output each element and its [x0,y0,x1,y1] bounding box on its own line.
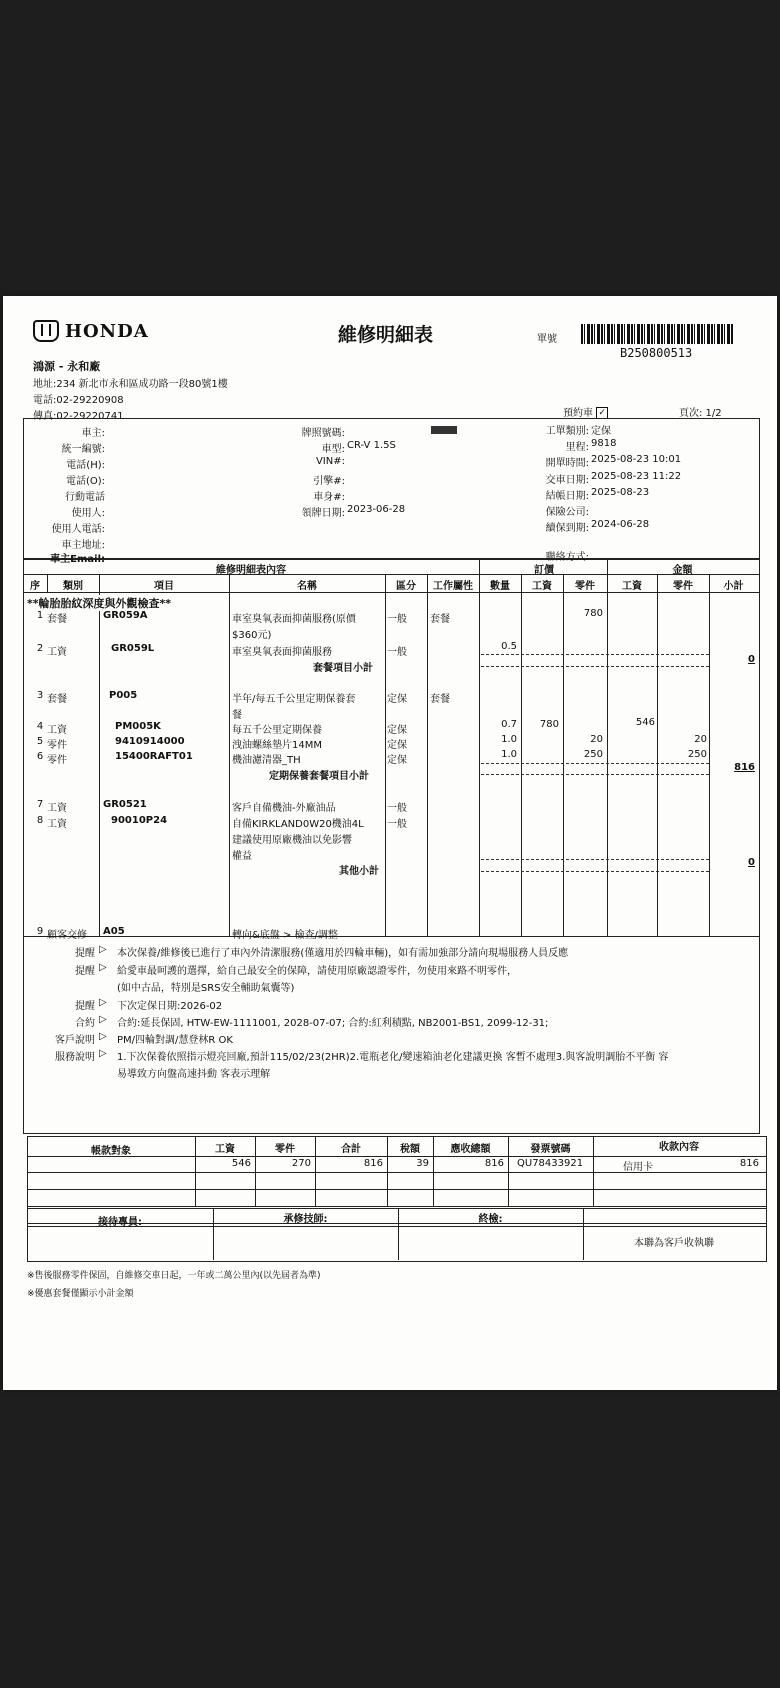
owner-label: 車主: [81,428,105,439]
dealer-phone: 電話:02-29220908 [33,395,124,406]
close-date-value: 2025-08-23 [591,487,650,498]
price-group-header: 訂價 [534,565,554,576]
triangle-pointer-icon: ▷ [99,962,107,973]
col-header-amount-parts: 零件 [673,581,693,592]
redaction-mark [431,426,457,434]
dealer-fax: 傳真:02-29220741 [33,411,124,422]
row-no: 6 [36,751,44,762]
row-name: 洩油螺絲墊片14MM [232,740,322,751]
row-no: 2 [36,643,44,654]
page-number: 頁次: 1/2 [679,408,722,419]
dealer-name: 鴻源 - 永和廠 [33,360,101,373]
row-type: 工資 [47,803,67,814]
owner-email-label: 車主Email: [50,554,105,565]
col-header-amount-labor: 工資 [622,581,642,592]
appointment-label: 預約車 [563,408,593,419]
row-no: 7 [36,799,44,810]
row-class: 一般 [387,819,407,830]
row-code: P005 [109,690,138,701]
row-class: 定保 [387,755,407,766]
group-title: **輪胎胎紋深度與外觀檢查** [27,597,172,610]
row-no: 9 [36,926,44,937]
open-time-label: 開單時間: [545,458,589,469]
note-label: 服務說明 [55,1052,95,1063]
license-date-label: 領牌日期: [301,508,345,519]
technician-label: 承修技師: [283,1214,328,1225]
note-text-line2: (如中古品，特別是SRS安全輔助氣囊等) [117,983,295,994]
mobile-label: 行動電話 [65,492,105,503]
doc-no: B250800513 [620,346,693,360]
note-label: 提醒 [75,966,95,977]
model-label: 車型: [321,444,345,455]
delivery-label: 交車日期: [545,475,589,486]
row-no: 8 [36,815,44,826]
engine-label: 引擎#: [313,476,345,487]
row-no: 5 [36,736,44,747]
row-name: 半年/每五千公里定期保養套 [232,694,356,705]
table-section-title: 維修明細表內容 [216,565,286,576]
close-date-label: 結帳日期: [545,491,589,502]
license-date-value: 2023-06-28 [347,504,406,515]
note-text: 合約:延長保固, HTW-EW-1111001, 2028-07-07; 合約:紅利積點, NB2001-BS1, 2099-12-31; [117,1018,549,1029]
summary-invoice: QU78433921 [517,1158,584,1169]
phone-h-label: 電話(H): [66,460,105,471]
note-text: 1.下次保養依照指示燈亮回廠,預計115/02/23(2HR)2.電瓶老化/變速箱油老化建議更換 客暫不處理3.與客說明調胎不平衡 容 [117,1052,669,1063]
inspector-label: 終檢: [478,1214,503,1225]
row-qty: 0.7 [501,719,517,730]
row-name: 機油濾清器_TH [232,755,301,766]
summary-tax: 39 [416,1158,429,1169]
summary-total: 816 [363,1158,383,1169]
col-header-no: 序 [30,581,40,592]
tax-id-label: 統一編號: [61,444,105,455]
row-type: 零件 [47,740,67,751]
row-code: PM005K [115,721,161,732]
summary-header-receivable: 應收總額 [450,1144,491,1155]
body-label: 車身#: [313,492,345,503]
row-name-line2: 建議使用原廠機油以免影響 [232,835,352,846]
footnote: ※優惠套餐僅顯示小計金額 [27,1289,134,1299]
barcode [581,324,733,344]
col-header-price-parts: 零件 [575,581,595,592]
row-attr: 套餐 [430,694,450,705]
mileage-value: 9818 [591,438,617,449]
triangle-pointer-icon: ▷ [99,944,107,955]
col-header-class: 區分 [396,581,416,592]
row-name-line2: 餐 [232,710,242,721]
row-type: 顧客交修 [47,930,87,941]
insurance-expiry-label: 續保到期: [545,523,589,534]
subtotal-label: 套餐項目小計 [313,663,373,674]
subtotal-value: 0 [748,857,755,868]
order-type-label: 工單類別: [545,426,589,437]
summary-labor: 546 [231,1158,251,1169]
insurer-label: 保險公司: [545,507,589,518]
row-name-line2: $360元) [232,630,272,641]
note-text: 下次定保日期:2026-02 [117,1001,223,1012]
row-code: GR0521 [103,799,147,810]
row-no: 3 [36,690,44,701]
row-name: 每五千公里定期保養 [232,725,322,736]
row-type: 工資 [47,725,67,736]
row-class: 一般 [387,803,407,814]
row-type: 套餐 [47,694,67,705]
row-price-parts: 20 [590,734,603,745]
summary-header-payment: 收款內容 [659,1142,699,1153]
row-class: 一般 [387,614,407,625]
repair-invoice-document [3,296,777,1390]
vin-label: VIN#: [315,456,345,467]
triangle-pointer-icon: ▷ [99,1031,107,1042]
row-code: 90010P24 [111,815,168,826]
row-type: 零件 [47,755,67,766]
summary-receivable: 816 [484,1158,504,1169]
row-name: 車室臭氧表面抑菌服務 [232,647,332,658]
subtotal-value: 816 [734,762,755,773]
row-class: 定保 [387,740,407,751]
row-type: 工資 [47,647,67,658]
appointment-field [563,404,608,419]
summary-header-tax: 稅額 [400,1144,420,1155]
row-code: GR059L [111,643,155,654]
triangle-pointer-icon: ▷ [99,1048,107,1059]
summary-parts: 270 [291,1158,311,1169]
col-header-item: 項目 [154,581,174,592]
brand-name: HONDA [65,320,149,342]
summary-header-labor: 工資 [215,1144,235,1155]
col-header-price-labor: 工資 [532,581,552,592]
row-class: 一般 [387,647,407,658]
note-label: 合約 [75,1018,95,1029]
row-type: 工資 [47,819,67,830]
note-label: 提醒 [75,1001,95,1012]
row-no: 4 [36,721,44,732]
row-amount-parts: 20 [694,734,707,745]
col-header-name: 名稱 [297,581,317,592]
user-label: 使用人: [71,508,105,519]
insurance-expiry-value: 2024-06-28 [591,519,650,530]
summary-payment-amount: 816 [739,1158,759,1169]
note-text: 本次保養/維修後已進行了車內外清潔服務(僅適用於四輪車輛)，如有需加強部分請向現場服務人員反應 [117,948,569,959]
summary-header-invoice: 發票號碼 [530,1144,571,1155]
contact-label: 聯絡方式: [545,552,589,563]
note-text: PM/四輪對調/慧登林R OK [117,1035,233,1046]
row-amount-parts: 250 [687,749,707,760]
row-name: 客戶自備機油-外廠油品 [232,803,336,814]
subtotal-value: 0 [748,654,755,665]
col-header-attr: 工作屬性 [433,581,473,592]
note-text-line2: 易導致方向盤高速抖動 客表示理解 [117,1069,271,1080]
row-class: 定保 [387,725,407,736]
note-label: 客戶說明 [55,1035,95,1046]
row-code: 15400RAFT01 [115,751,193,762]
triangle-pointer-icon: ▷ [99,997,107,1008]
row-no: 1 [36,610,44,621]
model-value: CR-V 1.5S [347,440,396,451]
row-attr: 套餐 [430,614,450,625]
summary-payment-method: 信用卡 [623,1162,653,1173]
phone-o-label: 電話(O): [65,476,105,487]
mileage-label: 里程: [565,442,589,453]
honda-logo [33,320,149,342]
owner-address-label: 車主地址: [61,540,105,551]
row-class: 定保 [387,694,407,705]
dealer-address: 地址:234 新北市永和區成功路一段80號1樓 [33,379,228,390]
document-title: 維修明細表 [338,324,434,346]
appointment-checkbox: ✓ [596,407,608,419]
triangle-pointer-icon: ▷ [99,1014,107,1025]
open-time-value: 2025-08-23 10:01 [591,454,682,465]
receipt-note: 本聯為客戶收執聯 [634,1238,714,1249]
row-price-parts: 250 [583,749,603,760]
order-type-value: 定保 [591,426,611,437]
note-label: 提醒 [75,948,95,959]
row-qty: 1.0 [501,749,517,760]
summary-header-account: 帳款對象 [91,1146,131,1157]
row-code: 9410914000 [115,736,185,747]
row-name: 自備KIRKLAND0W20機油4L [232,819,364,830]
summary-header-total: 合計 [341,1144,361,1155]
user-phone-label: 使用人電話: [51,524,105,535]
plate-label: 牌照號碼: [301,428,345,439]
col-header-subtotal: 小計 [723,581,744,592]
delivery-value: 2025-08-23 11:22 [591,471,682,482]
receptionist-label: 接待專員: [98,1217,142,1228]
summary-header-parts: 零件 [275,1144,295,1155]
footnote: ※售後服務零件保固，自維修交車日起，一年或二萬公里內(以先屆者為準) [27,1271,321,1281]
col-header-qty: 數量 [490,581,510,592]
subtotal-label: 其他小計 [339,866,379,877]
col-header-type: 類別 [63,581,83,592]
row-qty: 0.5 [501,641,517,652]
row-code: A05 [103,926,125,937]
row-qty: 1.0 [501,734,517,745]
row-name-line3: 權益 [232,851,252,862]
row-amount-labor: 546 [635,717,655,728]
subtotal-label: 定期保養套餐項目小計 [269,771,369,782]
row-name: 車室臭氧表面抑菌服務(原價 [232,614,356,625]
row-price-parts: 780 [583,608,603,619]
honda-h-icon [33,320,59,342]
doc-no-label: 單號 [537,334,557,345]
note-text: 給愛車最呵護的選擇，給自己最安全的保障，請使用原廠認證零件，勿使用來路不明零件， [117,966,517,977]
row-price-labor: 780 [539,719,559,730]
row-type: 套餐 [47,614,67,625]
row-name: 轉向&底盤 > 檢查/調整 [232,930,338,941]
amount-group-header: 金額 [672,565,693,576]
row-code: GR059A [103,610,148,621]
